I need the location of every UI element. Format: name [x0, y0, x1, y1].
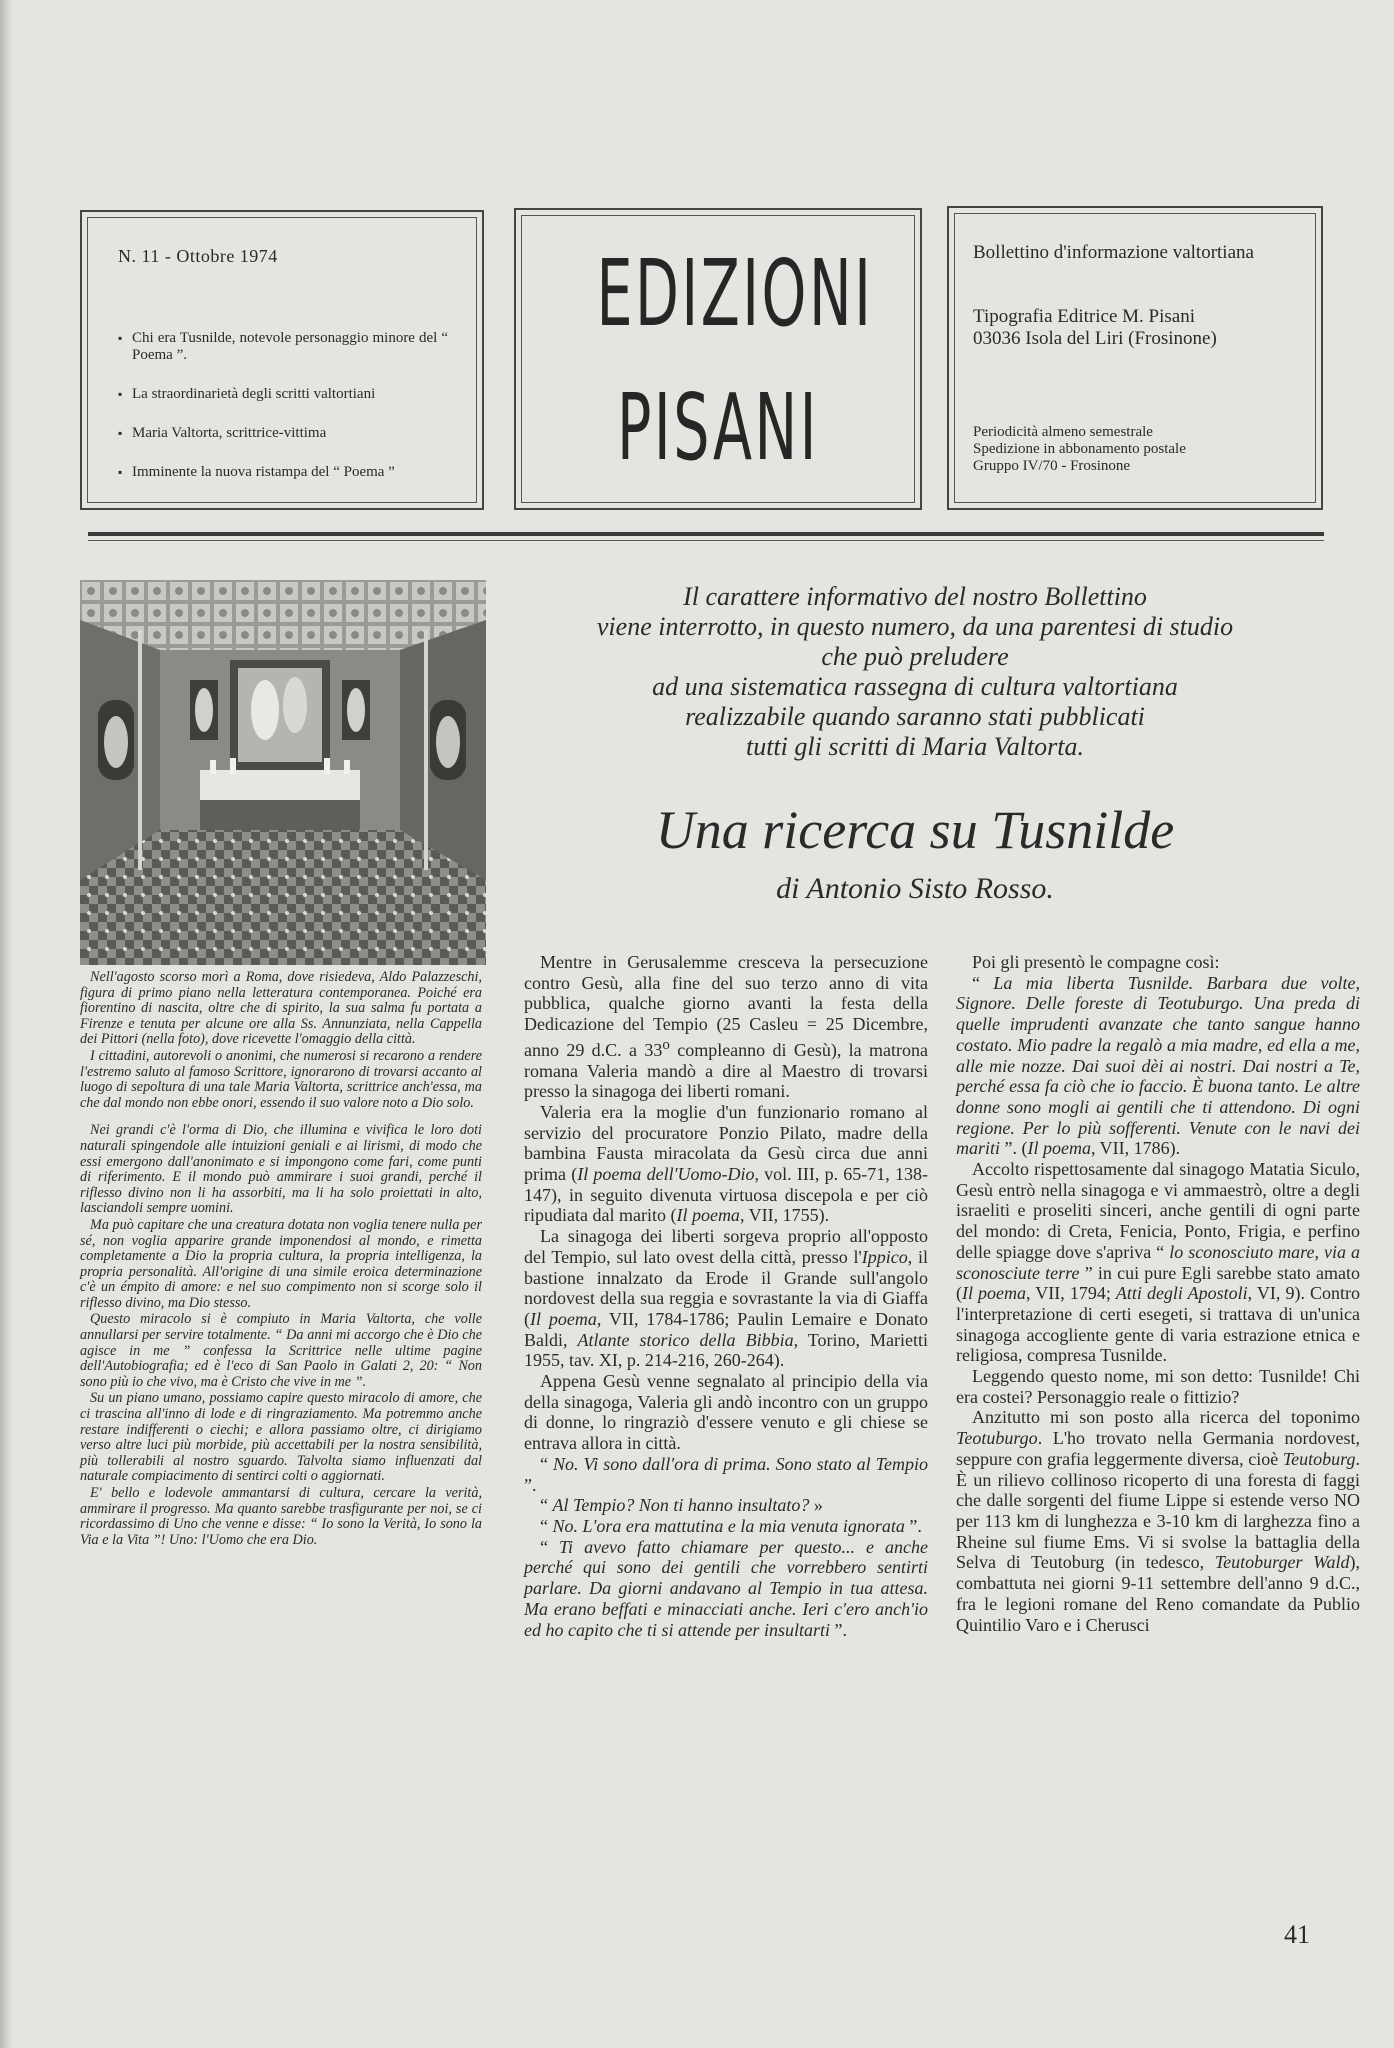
- article-column-1: [524, 952, 928, 1640]
- article-title: Una ricerca su Tusnilde: [655, 800, 1175, 860]
- contents-item: ▪ Maria Valtorta, scrittrice-vittima: [118, 425, 448, 442]
- masthead-line-2: PISANI: [617, 374, 819, 481]
- editorial-note-line: tutti gli scritti di Maria Valtorta.: [745, 732, 1085, 761]
- header-rule-thin: [88, 540, 1324, 541]
- editorial-note-line: che può preludere: [821, 642, 1009, 671]
- editorial-note: [530, 582, 1300, 762]
- photo-caption: [80, 970, 482, 1549]
- caption-paragraph: I cittadini, autorevoli o anonimi, che numerosi si recarono a rendere l'estremo saluto al famoso Scrittore, ignorarono di trovarsi accanto al luogo di sepoltura di una tale Maria Valtorta, scrittrice anch'essa, ma che dal mondo non ebbe onori, essendo il suo valore noto a Dio solo.: [80, 1047, 482, 1111]
- article-paragraph: Appena Gesù venne segnalato al principio della via della sinagoga, Valeria gli andò incontro con un gruppo di donne, lo ringraziò d'essere venuto e gli chiese se entrava allora in città.: [524, 1371, 928, 1454]
- publisher-info-box: [947, 206, 1323, 510]
- article-paragraph: Valeria era la moglie d'un funzionario romano al servizio del procuratore Ponzio Pilato, madre della bambina Fausta miracolata da Gesù circa due anni prima (Il poema dell'Uomo-Dio, vol. III, p. 65-71, 138-147), in seguito divenuta virtuosa discepola e per ciò ripudiata dal marito (Il poema, VII, 1755).: [524, 1101, 928, 1226]
- contents-item: ▪ Imminente la nuova ristampa del “ Poema ”: [118, 464, 448, 481]
- chapel-photo: [80, 580, 486, 965]
- editorial-note-line: ad una sistematica rassegna di cultura valtortiana: [652, 672, 1178, 701]
- article-paragraph: Anzitutto mi son posto alla ricerca del toponimo Teotuburgo. L'ho trovato nella Germania nordovest, seppure con grafia leggermente diversa, cioè Teutoburg. È un rilievo collinoso ricoperto di una foresta di faggi che dalle sorgenti del fiume Lippe si estende verso NO per 113 km di lunghezza e 3-10 km di larghezza fino a Rheine sul fiume Ems. Vi si svolse la battaglia della Selva di Teutoburg (in tedesco, Teutoburger Wald), combattuta nei giorni 9-11 settembre dell'anno 9 d.C., fra le legioni romane del Reno comandate da Publio Quintilio Varo e i Cherusci: [956, 1407, 1360, 1635]
- article-paragraph: “ La mia liberta Tusnilde. Barbara due volte, Signore. Delle foreste di Teotuburgo. Una preda di quelle imprudenti avanzate che tanto sangue hanno costato. Mio padre la regalò a mia madre, ed ella a me, alle mie nozze. Dai suoi dèi ai nostri. Dai nostri a Te, perché essa fa ciò che io faccio. È buona tanto. Le altre donne sono mogli ai gentili che ti attendono. Di ogni regione. Per lo più sofferenti. Venute con le navi dei mariti ”. (Il poema, VII, 1786).: [956, 972, 1360, 1159]
- caption-paragraph: Ma può capitare che una creatura dotata non voglia tenere nulla per sé, non voglia apparire grande imponendosi al mondo, e rimetta completamente a Dio la propria cultura, la propria intelligenza, la propria personalità. All'origine di una simile eroica determinazione c'è un émpito di amore: e nel suo compimento non si scorge solo il riflesso divino, ma Dio stesso.: [80, 1216, 482, 1311]
- article-paragraph: Leggendo questo nome, mi son detto: Tusnilde! Chi era costei? Personaggio reale o fittizio?: [956, 1366, 1360, 1407]
- article-byline: di Antonio Sisto Rosso.: [776, 872, 1054, 905]
- article-paragraph: La sinagoga dei liberti sorgeva proprio all'opposto del Tempio, sul lato ovest della città, presso l'Ippico, il bastione innalzato da Erode il Grande sull'angolo nordovest della sua reggia e sovrastante la via di Giaffa (Il poema, VII, 1784-1786; Paulin Lemaire e Donato Baldi, Atlante storico della Bibbia, Torino, Marietti 1955, tav. XI, p. 214-216, 260-264).: [524, 1226, 929, 1371]
- publisher-address: Tipografia Editrice M. Pisani 03036 Isola del Liri (Frosinone): [973, 306, 1217, 349]
- contents-item: ▪ La straordinarietà degli scritti valtortiani: [118, 386, 448, 403]
- article-paragraph: “ No. Vi sono dall'ora di prima. Sono stato al Tempio ”.: [524, 1453, 929, 1495]
- article-paragraph: Accolto rispettosamente dal sinagogo Matatia Siculo, Gesù entrò nella sinagoga e vi ammaestrò, oltre a degli israeliti e proseliti sinceri, anche gentili di ogni parte del mondo: di Creta, Fenicia, Ponto, Frigia, e perfino delle spiagge dove s'apriva “ lo sconosciuto mare, via a sconosciute terre ” in cui pure Egli sarebbe stato amato (Il poema, VII, 1794; Atti degli Apostoli, VI, 9). Contro l'interpretazione di certi esegeti, si trattava di un'unica sinagoga accogliente gente di varia estrazione etnica e religiosa, compresa Tusnilde.: [956, 1159, 1361, 1366]
- header-rule: [88, 532, 1324, 536]
- issue-number: N. 11 - Ottobre 1974: [118, 246, 278, 266]
- contents-box: [80, 210, 484, 510]
- postal-info: Periodicità almeno semestrale Spedizione in abbonamento postale Gruppo IV/70 - Frosinone: [973, 424, 1186, 474]
- caption-paragraph: E' bello e lodevole ammantarsi di cultura, cercare la verità, ammirare il progresso. Ma quanto sarebbe trasfigurante per noi, se ci ricordassimo di Uno che venne e disse: “ Io sono la Verità, Io sono la Via e la Vita ”! Uno: l'Uomo che era Dio.: [80, 1485, 482, 1548]
- article-paragraph: Poi gli presentò le compagne così:: [972, 952, 1220, 972]
- caption-paragraph: Nell'agosto scorso morì a Roma, dove risiedeva, Aldo Palazzeschi, figura di primo piano nella letteratura contemporanea. Poiché era fiorentino di nascita, oltre che di spirito, la sua salma fu portata a Firenze e tenuta per alcune ore alla Ss. Annunziata, nella Cappella dei Pittori (nella foto), dove ricevette l'omaggio della città.: [80, 969, 482, 1048]
- contents-item: ▪ Chi era Tusnilde, notevole personaggio minore del “ Poema ”.: [118, 330, 448, 364]
- page-edge-shadow: [0, 0, 12, 2048]
- article-paragraph: “ No. L'ora era mattutina e la mia venuta ignorata ”.: [540, 1515, 922, 1536]
- masthead-box: [514, 208, 922, 510]
- editorial-note-line: viene interrotto, in questo numero, da una parentesi di studio: [596, 612, 1234, 641]
- contents-list: [118, 330, 448, 503]
- masthead-line-1: EDIZIONI: [596, 240, 874, 347]
- editorial-note-line: Il carattere informativo del nostro Bollettino: [683, 582, 1147, 611]
- article-paragraph: “ Ti avevo fatto chiamare per questo... e anche perché qui sono dei gentili che vorrebbero sentirti parlare. Da giorni andavano al Tempio in tua attesa. Ma erano beffati e minacciati anche. Ieri c'ero anch'io ed ho capito che ti si attende per insultarti ”.: [524, 1536, 928, 1640]
- page-number: 41: [1284, 1920, 1310, 1949]
- bulletin-subtitle: Bollettino d'informazione valtortiana: [973, 242, 1254, 263]
- caption-paragraph: Su un piano umano, possiamo capire questo miracolo di amore, che ci trascina all'inno di lode e di ringraziamento. Ma potremmo anche restare indifferenti o ciechi; e allora passiamo oltre, ci dirigiamo verso altre luci più morbide, più accettabili per la nostra sensibilità, più tollerabili al nostro sguardo. Talvolta siamo influenzati dal naturale compiacimento di sentirci colti o aggiornati.: [80, 1390, 482, 1485]
- editorial-note-line: realizzabile quando saranno stati pubblicati: [685, 702, 1145, 731]
- caption-paragraph: Questo miracolo si è compiuto in Maria Valtorta, che volle annullarsi per servire totalmente. “ Da anni mi accorgo che è Dio che agisce in me ” confessa la Scrittrice nelle ultime pagine dell'Autobiografia; ed è l'eco di San Paolo in Galati 2, 20: “ Non sono più io che vivo, ma è Cristo che vive in me ”.: [80, 1311, 482, 1390]
- caption-paragraph: Nei grandi c'è l'orma di Dio, che illumina e vivifica le loro doti naturali spingendole alle intuizioni geniali e ai lirismi, di modo che essi emergono dall'anonimato e si impongono come fari, come punti di riferimento. E il mondo può ammirare i suoi grandi, perché il riflesso divino non li ha assorbiti, ma li ha solo proiettati in alto, lasciandoli sempre uomini.: [80, 1122, 482, 1217]
- article-paragraph: Mentre in Gerusalemme cresceva la persecuzione contro Gesù, alla fine del suo terzo anno di vita pubblica, qualche giorno avanti la festa della Dedicazione del Tempio (25 Casleu = 25 Dicembre, anno 29 d.C. a 33$^o$ compleanno di Gesù), la matrona romana Valeria mandò a dire al Maestro di trovarsi presso la sinagoga dei liberti romani.: [524, 952, 928, 1102]
- article-column-2: [956, 952, 1360, 1635]
- article-paragraph: “ Al Tempio? Non ti hanno insultato? »: [540, 1495, 823, 1516]
